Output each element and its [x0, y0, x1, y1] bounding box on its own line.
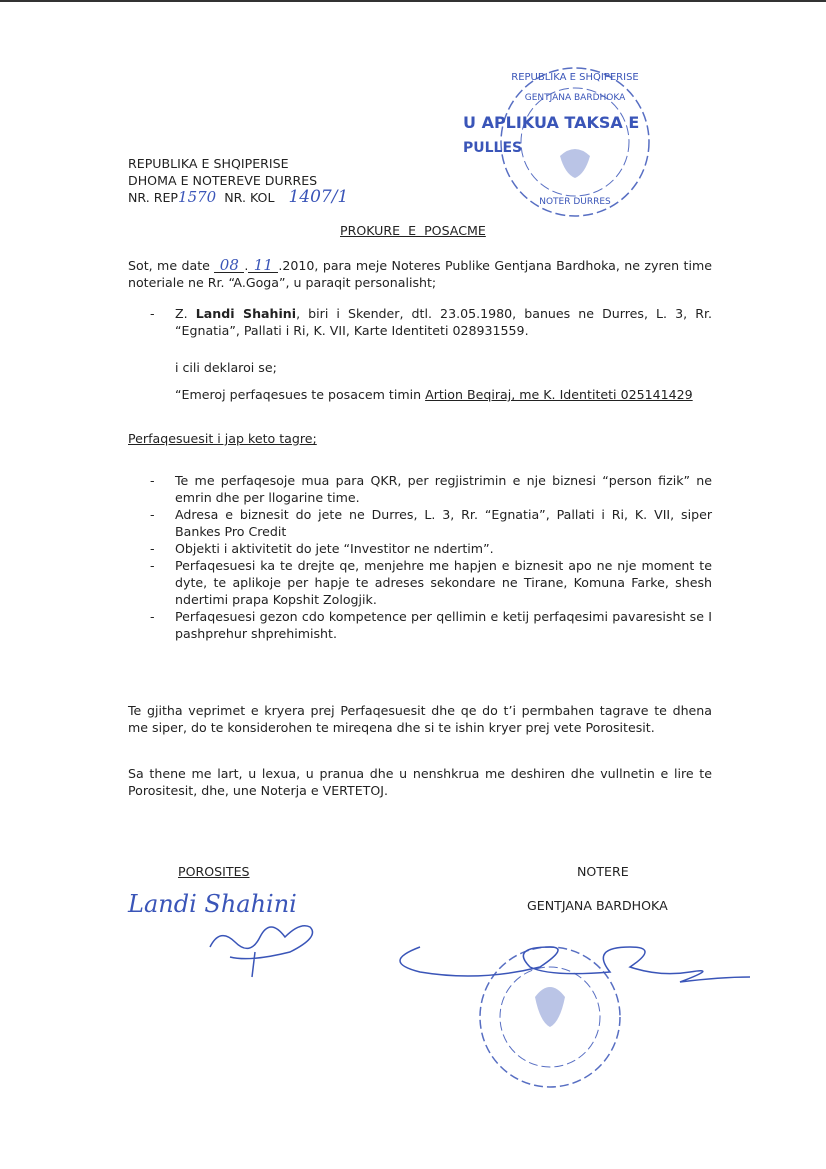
kol-value: 1407/1: [288, 187, 349, 207]
notary-signature-and-seal: [390, 922, 820, 1092]
tax-stamp: [455, 58, 675, 228]
rights-item: - Te me perfaqesoje mua para QKR, per regjistrimin e nje biznesi “person fizik” ne emrin dhe per llogarine time.: [128, 472, 712, 506]
intro-paragraph: Sot, me date 08 . 11 .2010, para meje Noteres Publike Gentjana Bardhoka, ne zyren time noteriale ne Rr. “A.Goga”, u paraqit personalisht;: [128, 256, 713, 290]
intro-prefix: Sot, me date: [128, 258, 210, 273]
kol-label: NR. KOL: [224, 190, 275, 205]
document-title: PROKURE E POSACME: [340, 223, 486, 238]
notary-label: NOTERE: [577, 864, 629, 879]
notary-name: GENTJANA BARDHOKA: [527, 898, 668, 913]
stamp-inner-text: GENTJANA BARDHOKA: [524, 93, 626, 103]
closing-paragraph-2: Sa thene me lart, u lexua, u pranua dhe u nenshkrua me deshiren dhe vullnetin e lire te Porositesit, dhe, une Noterja e VERTETOJ.: [128, 766, 712, 798]
appoint-text: “Emeroj perfaqesues te posacem timin: [175, 387, 426, 402]
rights-heading: Perfaqesuesit i jap keto tagre;: [128, 431, 317, 446]
declared-text: i cili deklaroi se;: [175, 360, 277, 375]
representative-name: Artion Beqiraj, me K. Identiteti 025141429: [425, 387, 693, 402]
header-numbers: [128, 189, 348, 206]
appoint-paragraph: [128, 386, 712, 403]
rights-item: - Adresa e biznesit do jete ne Durres, L. 3, Rr. “Egnatia”, Pallati i Ri, K. VII, siper Bankes Pro Credit: [128, 506, 712, 540]
date-day: 08: [214, 258, 244, 273]
stamp-tax-text: U APLIKUA TAKSA E: [463, 113, 640, 132]
closing-paragraph-1: Te gjitha veprimet e kryera prej Perfaqesuesit dhe qe do t’i permbahen tagrave te dhena me siper, do te konsiderohen te mireqena dhe si te ishin kryer prej vete Porositesit.: [128, 703, 712, 735]
person-block: [128, 305, 712, 339]
header-republic: REPUBLIKA E SHQIPERISE: [128, 156, 289, 171]
rep-value: 1570: [178, 188, 217, 206]
intro-rest: .2010, para meje Noteres Publike Gentjana Bardhoka, ne zyren time noteriale ne Rr. “A.Goga”, u paraqit personalisht;: [128, 258, 713, 290]
rights-item: - Objekti i aktivitetit do jete “Investitor ne ndertim”.: [128, 540, 712, 557]
date-month: 11: [248, 258, 278, 273]
person-details: , biri i Skender, dtl. 23.05.1980, banues ne Durres, L. 3, Rr. “Egnatia”, Pallati i Ri, K. VII, Karte Identiteti 028931559.: [175, 306, 712, 338]
stamp-ring-text: REPUBLIKA E SHQIPERISE: [511, 72, 639, 83]
header-chamber: DHOMA E NOTEREVE DURRES: [128, 173, 318, 188]
person-prefix: Z.: [175, 306, 188, 321]
person-item: [128, 305, 712, 339]
rights-list: [128, 472, 712, 642]
rep-label: NR. REP: [128, 190, 179, 205]
scan-edge: [0, 0, 826, 2]
stamp-bottom-text: NOTER DURRES: [539, 197, 611, 207]
rights-item: - Perfaqesuesi gezon cdo kompetence per qellimin e ketij perfaqesimi pavaresisht se I pashprehur shprehimisht.: [128, 608, 712, 642]
document-header: [128, 155, 348, 206]
stamp-stamps-text: PULLES: [463, 140, 523, 156]
client-initials-signature: [195, 922, 335, 982]
person-name: Landi Shahini: [195, 306, 297, 321]
rights-item: - Perfaqesuesi ka te drejte qe, menjehre me hapjen e biznesit apo ne nje moment te dyte, te aplikoje per hapje te adreses sekondare ne Tirane, Komuna Farke, shesh ndertimi prapa Kopshit Zologjik.: [128, 557, 712, 608]
client-signature: Landi Shahini: [128, 890, 297, 918]
client-label: POROSITES: [178, 864, 250, 879]
